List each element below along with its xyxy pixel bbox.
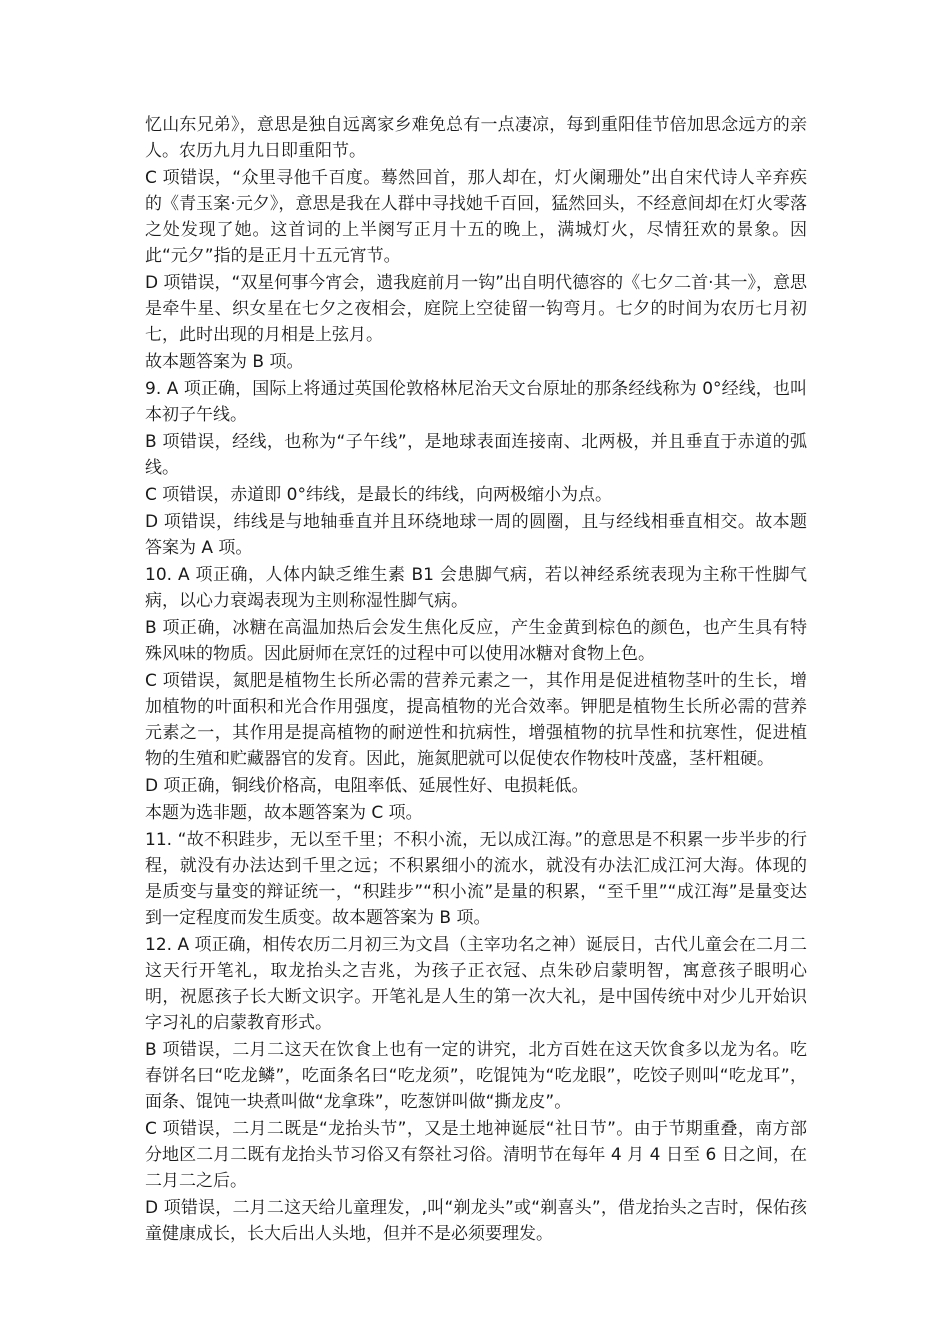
paragraph-q8-option-d: D 项错误，“双星何事今宵会，遗我庭前月一钩”出自明代德容的《七夕二首·其一》，意思是牵牛星、织女星在七夕之夜相会，庭院上空徒留一钩弯月。七夕的时间为农历七月初七，此时出现的月相是上弦月。	[145, 273, 808, 345]
paragraph-q12-option-b: B 项错误，二月二这天在饮食上也有一定的讲究，北方百姓在这天饮食多以龙为名。吃春饼名曰“吃龙鳞”，吃面条名曰“吃龙须”，吃馄饨为“吃龙眼”，吃饺子则叫“吃龙耳”，面条、馄饨一块煮叫做“龙拿珠”，吃葱饼叫做“撕龙皮”。	[145, 1040, 807, 1112]
paragraph-q12-option-c: C 项错误，二月二既是“龙抬头节”，又是土地神诞辰“社日节”。由于节期重叠，南方部分地区二月二既有龙抬头节习俗又有祭社习俗。清明节在每年 4 月 4 日至 6 日之间，在二月二之后。	[145, 1119, 807, 1191]
paragraph-continuation-chongyang: 忆山东兄弟》，意思是独自远离家乡难免总有一点凄凉，每到重阳佳节倍加思念远方的亲人。农历九月九日即重阳节。	[145, 115, 807, 161]
paragraph-q9-option-b: B 项错误，经线，也称为“子午线”，是地球表面连接南、北两极，并且垂直于赤道的弧线。	[145, 432, 807, 478]
paragraph-q11: 11. “故不积跬步，无以至千里；不积小流，无以成江海。”的意思是不积累一步半步的行程，就没有办法达到千里之远；不积累细小的流水，就没有办法汇成江河大海。体现的是质变与量变的辩证统一，“积跬步”“积小流”是量的积累，“至千里”“成江海”是量变达到一定程度而发生质变。故本题答案为 B 项。	[145, 830, 807, 928]
paragraph-q12-option-d: D 项错误，二月二这天给儿童理发，,叫“剃龙头”或“剃喜头”，借龙抬头之吉时，保佑孩童健康成长，长大后出人头地，但并不是必须要理发。	[145, 1198, 807, 1244]
paragraph-q9-option-a: 9. A 项正确，国际上将通过英国伦敦格林尼治天文台原址的那条经线称为 0°经线，也叫本初子午线。	[145, 379, 807, 425]
paragraph-q10-option-b: B 项正确，冰糖在高温加热后会发生焦化反应，产生金黄到棕色的颜色，也产生具有特殊风味的物质。因此厨师在烹饪的过程中可以使用冰糖对食物上色。	[145, 618, 807, 664]
paragraph-q9-option-c: C 项错误，赤道即 0°纬线，是最长的纬线，向两极缩小为点。	[145, 485, 612, 505]
document-body	[145, 112, 807, 1248]
paragraph-q10-option-c: C 项错误，氮肥是植物生长所必需的营养元素之一，其作用是促进植物茎叶的生长，增加植物的叶面积和光合作用强度，提高植物的光合效率。钾肥是植物生长所必需的营养元素之一，其作用是提高植物的耐逆性和抗病性，增强植物的抗旱性和抗寒性，促进植物的生殖和贮藏器官的发育。因此，施氮肥就可以促使农作物枝叶茂盛，茎杆粗硬。	[145, 671, 807, 769]
paragraph-q10-answer: 本题为选非题，故本题答案为 C 项。	[145, 803, 423, 823]
paragraph-q10-option-d: D 项正确，铜线价格高，电阻率低、延展性好、电损耗低。	[145, 776, 589, 796]
paragraph-q8-option-c: C 项错误，“众里寻他千百度。蓦然回首，那人却在，灯火阑珊处”出自宋代诗人辛弃疾的《青玉案·元夕》，意思是我在人群中寻找她千百回，猛然回头，不经意间却在灯火零落之处发现了她。这首词的上半阕写正月十五的晚上，满城灯火，尽情狂欢的景象。因此“元夕”指的是正月十五元宵节。	[145, 168, 807, 266]
paragraph-q9-option-d-answer: D 项错误，纬线是与地轴垂直并且环绕地球一周的圆圈，且与经线相垂直相交。故本题答案为 A 项。	[145, 512, 807, 558]
paragraph-q10-option-a: 10. A 项正确，人体内缺乏维生素 B1 会患脚气病，若以神经系统表现为主称干性脚气病，以心力衰竭表现为主则称湿性脚气病。	[145, 565, 807, 611]
paragraph-q8-answer: 故本题答案为 B 项。	[145, 352, 304, 372]
paragraph-q12-option-a: 12. A 项正确，相传农历二月初三为文昌（主宰功名之神）诞辰日，古代儿童会在二月二这天行开笔礼，取龙抬头之吉兆，为孩子正衣冠、点朱砂启蒙明智，寓意孩子眼明心明，祝愿孩子长大断文识字。开笔礼是人生的第一次大礼，是中国传统中对少儿开始识字习礼的启蒙教育形式。	[145, 935, 807, 1033]
